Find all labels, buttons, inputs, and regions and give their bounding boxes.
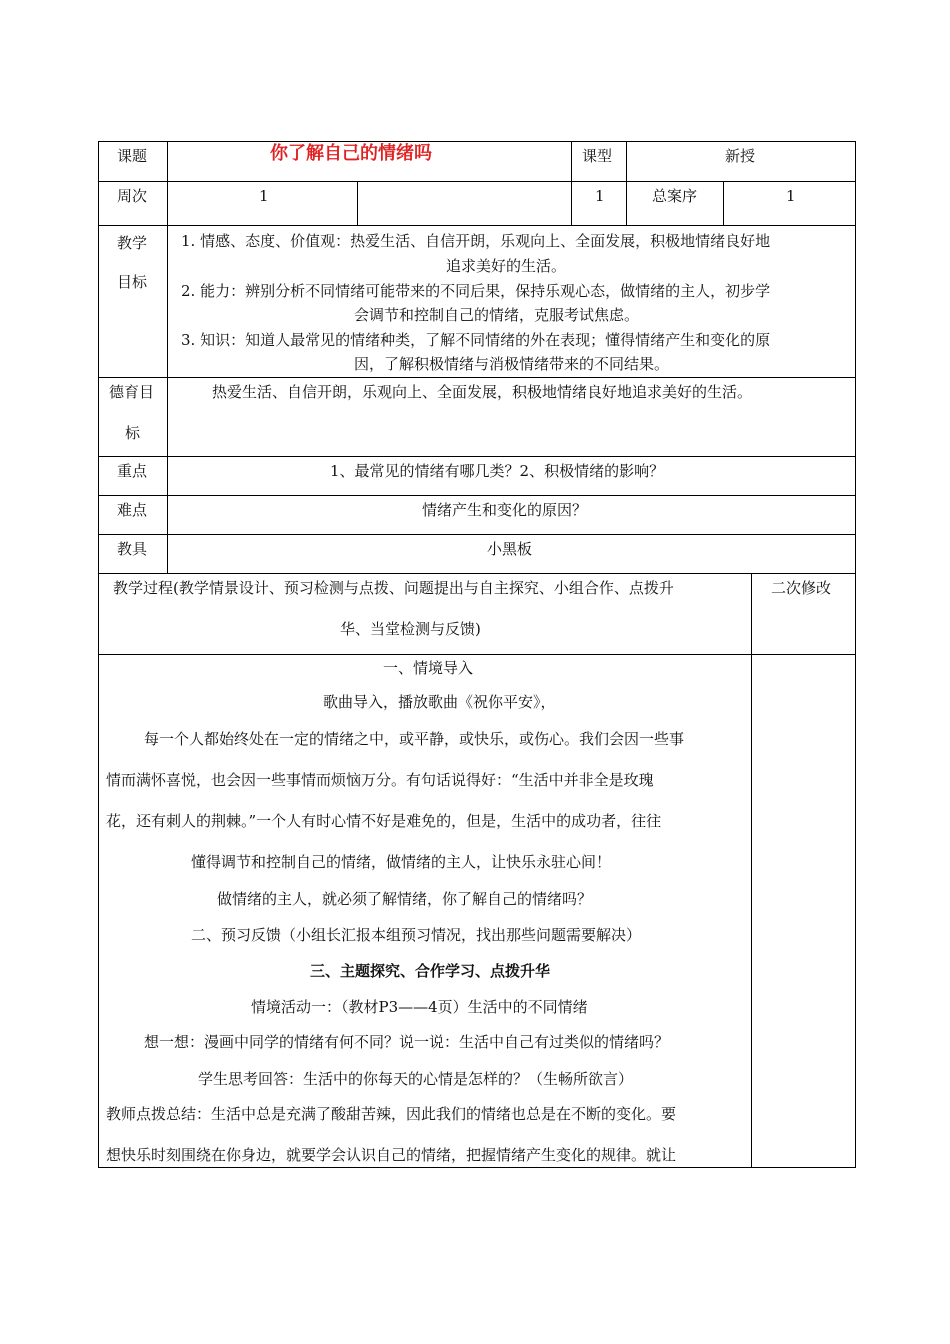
- table-border: [98, 573, 856, 574]
- lesson-title: 你了解自己的情绪吗: [270, 143, 432, 164]
- goal-2-line-2: 会调节和控制自己的情绪，克服考试焦虑。: [354, 306, 640, 324]
- process-line: 二、预习反馈（小组长汇报本组预习情况，找出那些问题需要解决）: [191, 926, 642, 944]
- process-heading-line-1: 教学过程(教学情景设计、预习检测与点拨、问题提出与自主探究、小组合作、点拨升: [113, 579, 674, 597]
- table-border: [98, 495, 856, 496]
- process-line: 教师点拨总结：生活中总是充满了酸甜苦辣，因此我们的情绪也总是在不断的变化。要: [106, 1105, 677, 1123]
- process-line: 情而满怀喜悦，也会因一些事情而烦恼万分。有句话说得好：“生活中并非全是玫瑰: [106, 771, 654, 789]
- process-line: 学生思考回答：生活中的你每天的心情是怎样的？（生畅所欲言）: [198, 1070, 634, 1088]
- table-border: [98, 141, 856, 142]
- process-line: 每一个人都始终处在一定的情绪之中，或平静，或快乐，或伤心。我们会因一些事: [144, 730, 685, 748]
- goal-1-line-1: 1. 情感、态度、价值观：热爱生活、自信开朗，乐观向上、全面发展，积极地情绪良好地: [181, 232, 771, 250]
- label-moral-1: 德育目: [109, 383, 155, 401]
- label-moral-2: 标: [125, 424, 141, 442]
- table-border: [751, 573, 752, 1168]
- label-total-sequence: 总案序: [652, 187, 698, 205]
- table-border: [723, 181, 724, 226]
- table-border: [357, 181, 358, 226]
- table-border: [98, 654, 856, 655]
- goal-3-line-1: 3. 知识：知道人最常见的情绪种类，了解不同情绪的外在表现；懂得情绪产生和变化的原: [181, 331, 771, 349]
- moral-goal-text: 热爱生活、自信开朗，乐观向上、全面发展，积极地情绪良好地追求美好的生活。: [212, 383, 753, 401]
- process-line: 想一想：漫画中同学的情绪有何不同？说一说：生活中自己有过类似的情绪吗？: [144, 1033, 670, 1051]
- label-goals-2: 目标: [117, 273, 148, 291]
- total-sequence-value: 1: [786, 187, 796, 205]
- process-line: 情境活动一：（教材P3——4页）生活中的不同情绪: [251, 998, 588, 1016]
- process-line: 做情绪的主人，就必须了解情绪，你了解自己的情绪吗？: [217, 890, 593, 908]
- difficult-point-text: 情绪产生和变化的原因？: [422, 501, 588, 519]
- table-border: [98, 1167, 856, 1168]
- table-border: [855, 141, 856, 1168]
- label-goals-1: 教学: [117, 234, 148, 252]
- process-heading-line-2: 华、当堂检测与反馈): [340, 620, 481, 638]
- session-value: 1: [595, 187, 605, 205]
- week-value: 1: [259, 187, 269, 205]
- table-border: [626, 141, 627, 226]
- table-border: [98, 456, 856, 457]
- lesson-type-value: 新授: [725, 147, 756, 165]
- table-border: [167, 141, 168, 574]
- process-line: 懂得调节和控制自己的情绪，做情绪的主人，让快乐永驻心间！: [191, 853, 612, 871]
- table-border: [98, 377, 856, 378]
- revision-label: 二次修改: [771, 579, 832, 597]
- table-border: [98, 534, 856, 535]
- label-key-point: 重点: [117, 462, 148, 480]
- teaching-tools-text: 小黑板: [487, 540, 533, 558]
- label-teaching-tools: 教具: [117, 540, 148, 558]
- table-border: [98, 141, 99, 1168]
- label-week: 周次: [117, 187, 148, 205]
- table-border: [571, 141, 572, 226]
- label-difficult-point: 难点: [117, 501, 148, 519]
- goal-1-line-2: 追求美好的生活。: [446, 257, 567, 275]
- process-line: 歌曲导入，播放歌曲《祝你平安》，: [323, 693, 556, 711]
- process-line: 花，还有刺人的荆棘。”一个人有时心情不好是难免的，但是，生活中的成功者，往往: [106, 812, 662, 830]
- label-topic: 课题: [117, 147, 148, 165]
- label-lesson-type: 课型: [582, 147, 613, 165]
- key-point-text: 1、最常见的情绪有哪几类？2、积极情绪的影响？: [330, 462, 665, 480]
- table-border: [98, 181, 856, 182]
- process-line: 想快乐时刻围绕在你身边，就要学会认识自己的情绪，把握情绪产生变化的规律。就让: [106, 1146, 677, 1164]
- goal-3-line-2: 因，了解积极情绪与消极情绪带来的不同结果。: [354, 355, 670, 373]
- process-line: 三、主题探究、合作学习、点拨升华: [310, 962, 551, 980]
- goal-2-line-1: 2. 能力：辨别分析不同情绪可能带来的不同后果，保持乐观心态，做情绪的主人，初步学: [181, 282, 771, 300]
- process-line: 一、情境导入: [383, 659, 474, 677]
- table-border: [98, 225, 856, 226]
